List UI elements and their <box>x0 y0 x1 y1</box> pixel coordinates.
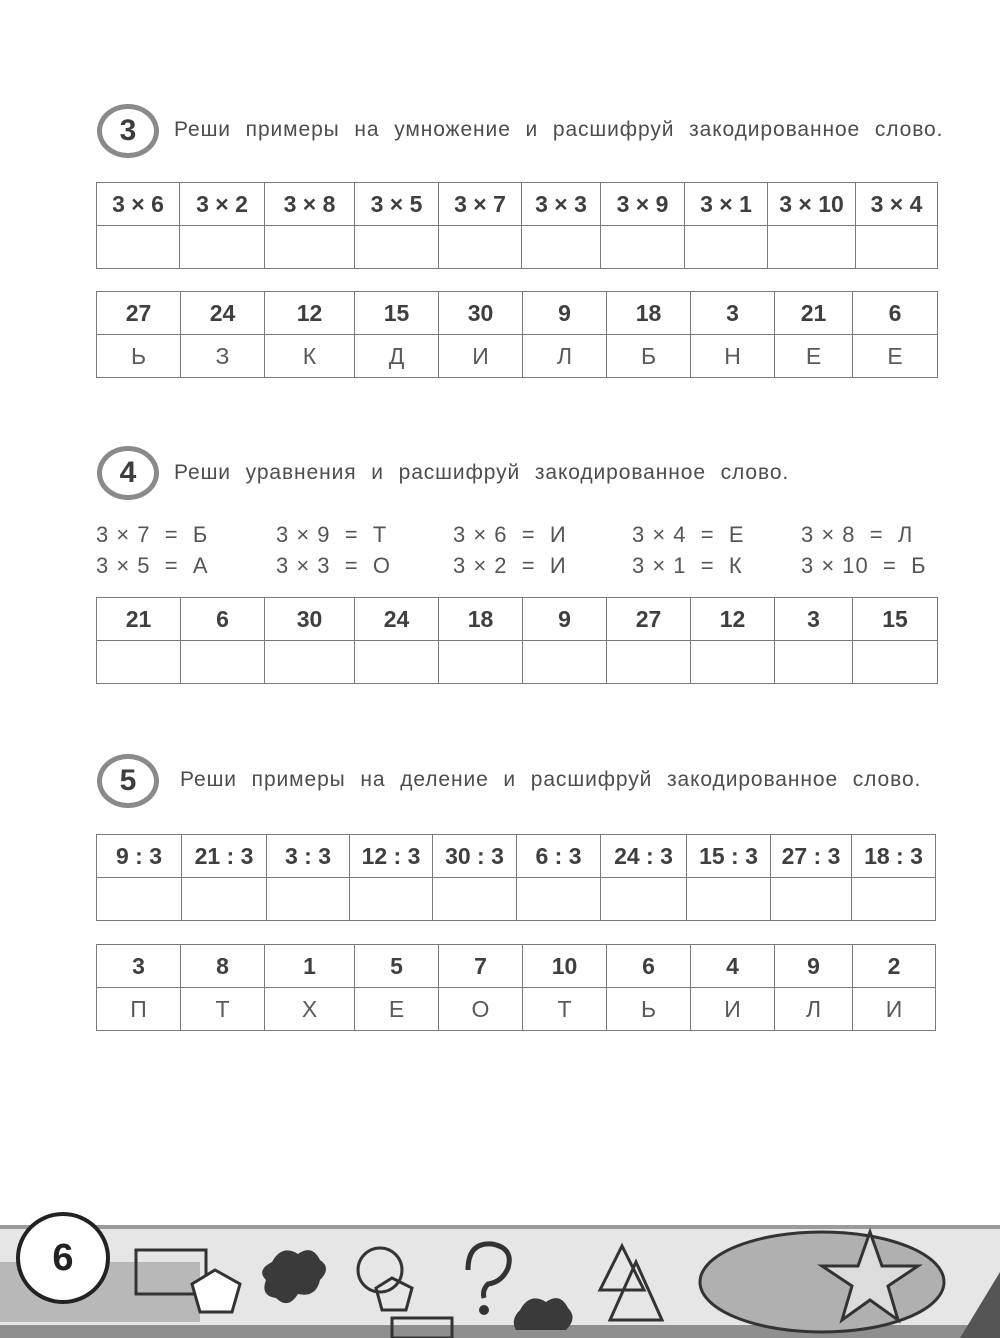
key-number-cell: 3 <box>691 292 775 335</box>
key-number-cell: 6 <box>853 292 938 335</box>
answer-cell[interactable] <box>180 226 265 269</box>
answer-cell[interactable] <box>182 878 267 921</box>
number-cell: 6 <box>181 598 265 641</box>
equation: 3 × 4 = Е <box>632 522 745 547</box>
problem-cell: 3 × 2 <box>180 183 265 226</box>
answer-cell[interactable] <box>97 226 180 269</box>
task-3-problems-table <box>96 182 938 269</box>
answer-cell[interactable] <box>601 226 685 269</box>
task-4-number: 4 <box>119 456 137 489</box>
task-4-answer-table <box>96 597 938 684</box>
task-3-instruction: Реши примеры на умножение и расшифруй закодированное слово. <box>174 118 944 141</box>
answer-cell[interactable] <box>775 641 853 684</box>
number-cell: 9 <box>523 598 607 641</box>
answer-cell[interactable] <box>853 641 938 684</box>
problem-cell: 3 × 5 <box>355 183 439 226</box>
answer-cell[interactable] <box>517 878 601 921</box>
problem-cell: 3 × 4 <box>856 183 938 226</box>
equation: 3 × 10 = Б <box>801 553 927 578</box>
task-5-instruction: Реши примеры на деление и расшифруй закодированное слово. <box>180 768 922 791</box>
number-cell: 27 <box>607 598 691 641</box>
answer-cell[interactable] <box>181 641 265 684</box>
equation: 3 × 6 = И <box>453 522 567 547</box>
key-letter-cell: Т <box>523 988 607 1031</box>
problem-cell: 3 × 9 <box>601 183 685 226</box>
key-letter-cell: Т <box>181 988 265 1031</box>
key-number-cell: 6 <box>607 945 691 988</box>
footer-decoration <box>0 1222 1000 1338</box>
key-letter-cell: Е <box>355 988 439 1031</box>
number-cell: 30 <box>265 598 355 641</box>
key-number-cell: 1 <box>265 945 355 988</box>
key-number-cell: 18 <box>607 292 691 335</box>
answer-cell[interactable] <box>523 641 607 684</box>
answer-cell[interactable] <box>685 226 768 269</box>
key-letter-cell: Л <box>523 335 607 378</box>
answer-cell[interactable] <box>265 641 355 684</box>
task-5-number-badge <box>97 754 159 808</box>
answer-cell[interactable] <box>852 878 936 921</box>
equation: 3 × 8 = Л <box>801 522 914 547</box>
number-cell: 3 <box>775 598 853 641</box>
answer-cell[interactable] <box>522 226 601 269</box>
answer-cell[interactable] <box>97 878 182 921</box>
task-3-number-badge <box>97 104 159 158</box>
task-3-number: 3 <box>119 114 137 147</box>
problem-cell: 9 : 3 <box>97 835 182 878</box>
key-letter-cell: Л <box>775 988 853 1031</box>
equation: 3 × 9 = Т <box>276 522 388 547</box>
ellipse-shape-icon <box>700 1232 944 1332</box>
answer-cell[interactable] <box>771 878 852 921</box>
key-number-cell: 7 <box>439 945 523 988</box>
answer-cell[interactable] <box>607 641 691 684</box>
key-letter-cell: Н <box>691 335 775 378</box>
number-cell: 18 <box>439 598 523 641</box>
problem-cell: 3 × 7 <box>439 183 522 226</box>
key-number-cell: 2 <box>853 945 936 988</box>
equation: 3 × 3 = О <box>276 553 391 578</box>
key-number-cell: 9 <box>775 945 853 988</box>
problem-cell: 27 : 3 <box>771 835 852 878</box>
equation: 3 × 5 = А <box>96 553 209 578</box>
page-number-badge <box>16 1212 110 1304</box>
equation: 3 × 1 = К <box>632 553 743 578</box>
answer-cell[interactable] <box>439 226 522 269</box>
key-number-cell: 12 <box>265 292 355 335</box>
key-number-cell: 21 <box>775 292 853 335</box>
key-letter-cell: О <box>439 988 523 1031</box>
answer-cell[interactable] <box>856 226 938 269</box>
problem-cell: 18 : 3 <box>852 835 936 878</box>
key-number-cell: 10 <box>523 945 607 988</box>
problem-cell: 3 × 3 <box>522 183 601 226</box>
answer-cell[interactable] <box>265 226 355 269</box>
problem-cell: 24 : 3 <box>601 835 687 878</box>
problem-cell: 12 : 3 <box>350 835 433 878</box>
task-5-number: 5 <box>119 764 137 797</box>
task-3-key-table <box>96 291 938 378</box>
task-5-key-table <box>96 944 936 1031</box>
number-cell: 24 <box>355 598 439 641</box>
key-letter-cell: Ь <box>607 988 691 1031</box>
number-cell: 15 <box>853 598 938 641</box>
equation: 3 × 2 = И <box>453 553 567 578</box>
problem-cell: 3 : 3 <box>267 835 350 878</box>
key-number-cell: 8 <box>181 945 265 988</box>
answer-cell[interactable] <box>355 226 439 269</box>
key-letter-cell: Д <box>355 335 439 378</box>
problem-cell: 3 × 6 <box>97 183 180 226</box>
problem-cell: 21 : 3 <box>182 835 267 878</box>
answer-cell[interactable] <box>97 641 181 684</box>
problem-cell: 3 × 10 <box>768 183 856 226</box>
key-number-cell: 24 <box>181 292 265 335</box>
key-letter-cell: Ь <box>97 335 181 378</box>
problem-cell: 3 × 8 <box>265 183 355 226</box>
problem-cell: 6 : 3 <box>517 835 601 878</box>
problem-cell: 3 × 1 <box>685 183 768 226</box>
problem-cell: 15 : 3 <box>687 835 771 878</box>
answer-cell[interactable] <box>350 878 433 921</box>
key-letter-cell: Х <box>265 988 355 1031</box>
key-letter-cell: К <box>265 335 355 378</box>
key-letter-cell: И <box>853 988 936 1031</box>
answer-cell[interactable] <box>267 878 350 921</box>
key-letter-cell: З <box>181 335 265 378</box>
key-number-cell: 5 <box>355 945 439 988</box>
number-cell: 12 <box>691 598 775 641</box>
answer-cell[interactable] <box>355 641 439 684</box>
key-letter-cell: И <box>439 335 523 378</box>
key-number-cell: 15 <box>355 292 439 335</box>
key-number-cell: 9 <box>523 292 607 335</box>
answer-cell[interactable] <box>439 641 523 684</box>
key-letter-cell: П <box>97 988 181 1031</box>
key-number-cell: 30 <box>439 292 523 335</box>
key-number-cell: 4 <box>691 945 775 988</box>
answer-cell[interactable] <box>687 878 771 921</box>
task-4-number-badge <box>97 446 159 500</box>
key-letter-cell: Е <box>853 335 938 378</box>
page-number: 6 <box>52 1236 74 1279</box>
task-5-problems-table <box>96 834 936 921</box>
equation: 3 × 7 = Б <box>96 522 209 547</box>
answer-cell[interactable] <box>691 641 775 684</box>
key-letter-cell: Б <box>607 335 691 378</box>
key-number-cell: 3 <box>97 945 181 988</box>
key-number-cell: 27 <box>97 292 181 335</box>
key-letter-cell: Е <box>775 335 853 378</box>
answer-cell[interactable] <box>768 226 856 269</box>
problem-cell: 30 : 3 <box>433 835 517 878</box>
answer-cell[interactable] <box>601 878 687 921</box>
key-letter-cell: И <box>691 988 775 1031</box>
number-cell: 21 <box>97 598 181 641</box>
task-4-instruction: Реши уравнения и расшифруй закодированное слово. <box>174 461 790 484</box>
answer-cell[interactable] <box>433 878 517 921</box>
